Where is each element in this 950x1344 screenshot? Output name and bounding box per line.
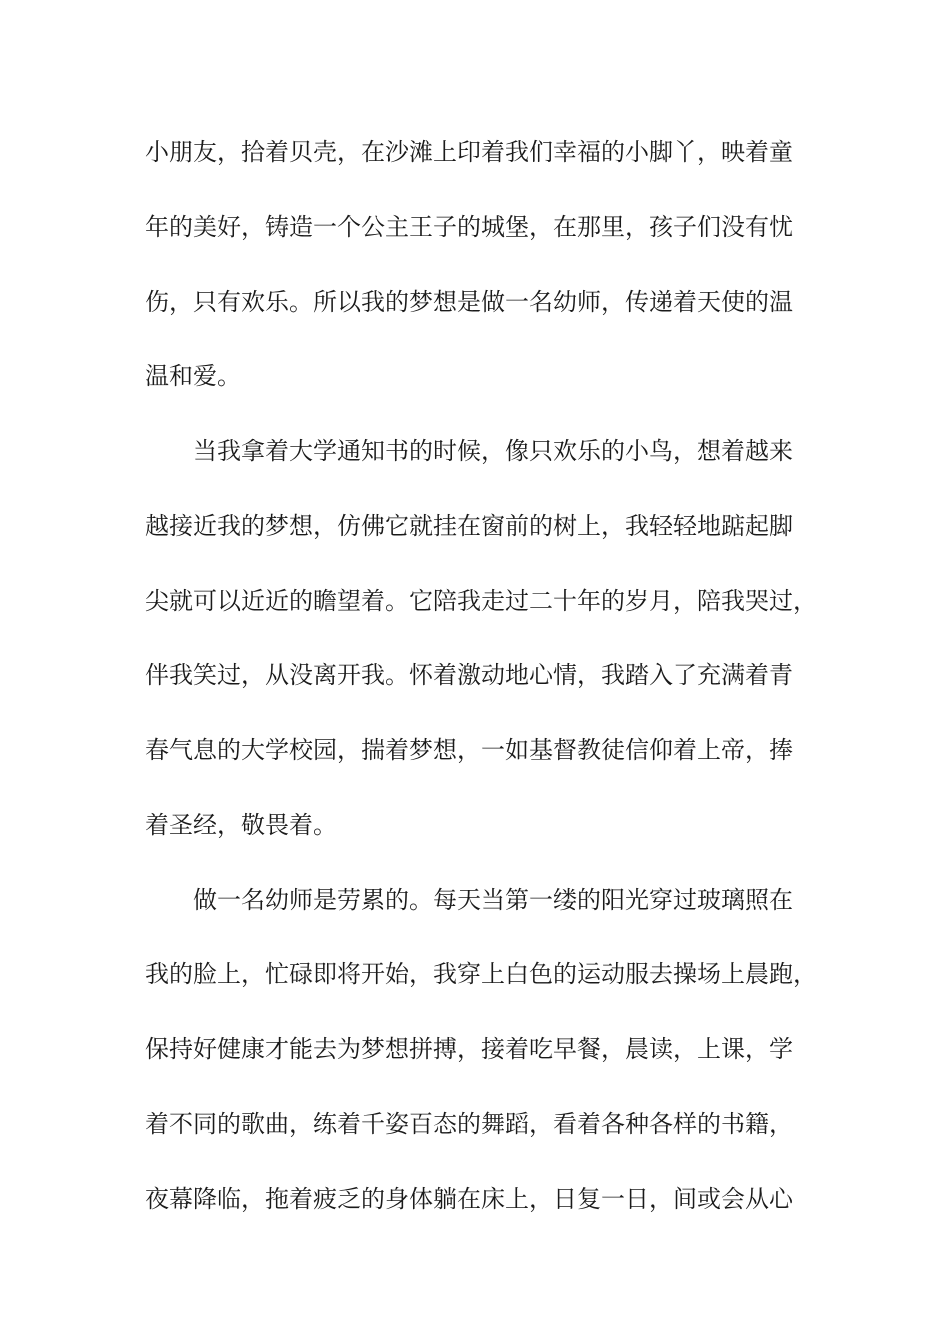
paragraph-3-first-line: 做一名幼师是劳累的。每天当第一缕的阳光穿过玻璃照在 xyxy=(193,886,793,914)
text-line-13: 保持好健康才能去为梦想拼搏，接着吃早餐，晨读，上课，学 xyxy=(145,1035,793,1063)
text-line-15: 夜幕降临，拖着疲乏的身体躺在床上，日复一日，间或会从心 xyxy=(145,1185,793,1213)
text-line-8: 伴我笑过，从没离开我。怀着激动地心情，我踏入了充满着青 xyxy=(145,661,793,689)
text-line-14: 着不同的歌曲，练着千姿百态的舞蹈，看着各种各样的书籍， xyxy=(145,1110,793,1138)
text-line-9: 春气息的大学校园，揣着梦想，一如基督教徒信仰着上帝，捧 xyxy=(145,736,793,764)
paragraph-2-first-line: 当我拿着大学通知书的时候，像只欢乐的小鸟，想着越来 xyxy=(193,437,793,465)
text-line-6: 越接近我的梦想，仿佛它就挂在窗前的树上，我轻轻地踮起脚 xyxy=(145,512,793,540)
text-line-3: 伤，只有欢乐。所以我的梦想是做一名幼师，传递着天使的温 xyxy=(145,288,793,316)
text-line-10: 着圣经，敬畏着。 xyxy=(145,811,337,839)
text-line-2: 年的美好，铸造一个公主王子的城堡，在那里，孩子们没有忧 xyxy=(145,213,793,241)
text-line-12: 我的脸上，忙碌即将开始，我穿上白色的运动服去操场上晨跑， xyxy=(145,960,817,988)
text-line-1: 小朋友，拾着贝壳，在沙滩上印着我们幸福的小脚丫，映着童 xyxy=(145,138,793,166)
text-line-7: 尖就可以近近的瞻望着。它陪我走过二十年的岁月，陪我哭过， xyxy=(145,587,817,615)
text-line-4: 温和爱。 xyxy=(145,362,241,390)
